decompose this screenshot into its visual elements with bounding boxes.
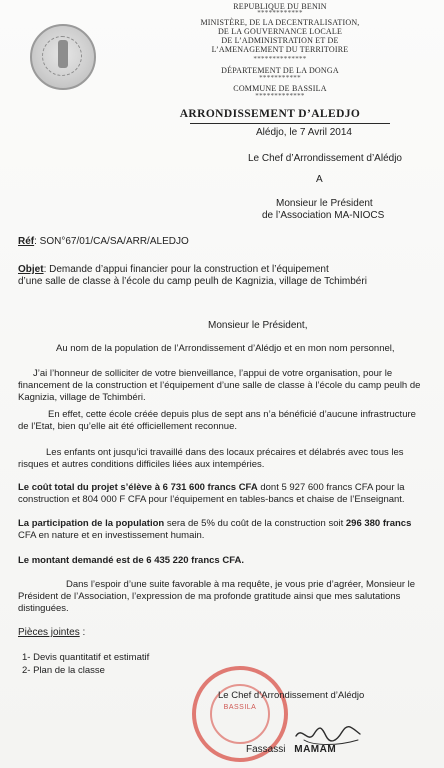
- paragraph-3-line-2: de l’Etat, bien qu’elle ait été officiellement reconnue.: [18, 421, 237, 432]
- to-word: A: [316, 174, 323, 185]
- attachments-label: Pièces jointes: [18, 627, 80, 638]
- header-commune: COMMUNE DE BASSILA: [233, 84, 327, 93]
- paragraph-5-line-1: [18, 482, 438, 494]
- paragraph-2-line-1: J’ai l’honneur de solliciter de votre bienveillance, l’appui de votre organisation, pour le: [33, 368, 393, 379]
- attachments-title: [18, 627, 85, 639]
- paragraph-8-line-2: Président de l’Association, l’expression de ma profonde gratitude ainsi que mes salutations: [18, 591, 401, 602]
- header-ministry-line-4: L’AMENAGEMENT DU TERRITOIRE: [211, 45, 349, 54]
- total-cost-rest: dont 5 927 600 francs CFA pour la: [257, 482, 405, 493]
- header-country: REPUBLIQUE DU BENIN: [233, 2, 327, 11]
- header-department: DÉPARTEMENT DE LA DONGA: [221, 66, 339, 75]
- signature-title: Le Chef d’Arrondissement d’Alédjo: [218, 690, 365, 701]
- recipient-line-1: Monsieur le Président: [276, 198, 373, 209]
- salutation: Monsieur le Président,: [208, 320, 308, 331]
- requested-amount: Le montant demandé est de 6 435 220 francs CFA.: [18, 555, 244, 566]
- header-stars-4: *************: [255, 92, 305, 100]
- recipient-line-2: de l’Association MA-NIOCS: [262, 210, 385, 221]
- objet-label: Objet: [18, 264, 44, 275]
- header-stars-3: ***********: [259, 74, 301, 82]
- reference: [18, 236, 189, 248]
- participation-mid: sera de 5% du coût de la construction soit: [164, 518, 346, 529]
- participation-bold: La participation de la population: [18, 518, 165, 529]
- total-cost-bold: Le coût total du projet s’élève à 6 731 600 francs CFA: [18, 482, 258, 493]
- header-ministry-line-1: MINISTÈRE, DE LA DECENTRALISATION,: [200, 18, 360, 27]
- arrondissement-title: ARRONDISSEMENT D’ALEDJO: [179, 108, 361, 120]
- header-stars-1: ************: [257, 9, 303, 17]
- stamp-text: BASSILA: [223, 704, 257, 711]
- sender-line: Le Chef d’Arrondissement d’Alédjo: [248, 153, 402, 164]
- header-ministry-line-3: DE L’ADMINISTRATION ET DE: [221, 36, 339, 45]
- paragraph-4-line-2: risques et autres conditions difficiles liées aux intempéries.: [18, 459, 265, 470]
- attachment-item-2: 2- Plan de la classe: [22, 665, 105, 676]
- paragraph-6-line-1: [18, 518, 438, 530]
- signatory-first-name: Fassassi: [246, 744, 286, 755]
- paragraph-4-line-1: Les enfants ont jusqu’ici travaillé dans des locaux précaires et délabrés avec tous les: [46, 447, 404, 458]
- emblem-seal-icon: [30, 24, 96, 90]
- header-stars-2: **************: [253, 55, 307, 63]
- header-ministry-line-2: DE LA GOUVERNANCE LOCALE: [217, 27, 343, 36]
- paragraph-2-line-3: Kagnizia, village de Tchimbéri.: [18, 392, 146, 403]
- attachment-item-1: 1- Devis quantitatif et estimatif: [22, 652, 150, 663]
- paragraph-1: Au nom de la population de l’Arrondissement d’Alédjo et en mon nom personnel,: [56, 343, 395, 354]
- paragraph-2-line-2: financement de la construction et l’équipement d’une salle de classe à l’école du camp peulh de: [18, 380, 421, 391]
- paragraph-3-line-1: En effet, cette école créée depuis plus de sept ans n’a bénéficié d’aucune infrastructure: [48, 409, 416, 420]
- paragraph-5-line-2: construction et 804 000 F CFA pour l’équipement en tables-bancs et chaise de l’Enseignant.: [18, 494, 405, 505]
- place-date: Alédjo, le 7 Avril 2014: [256, 127, 352, 138]
- reference-value: : SON°67/01/CA/SA/ARR/ALEDJO: [34, 236, 189, 247]
- signatory-name: [246, 744, 426, 756]
- paragraph-8-line-3: distinguées.: [18, 603, 69, 614]
- signatory-last-name: MAMAM: [294, 744, 337, 755]
- title-underline: [190, 123, 390, 124]
- paragraph-8-line-1: Dans l’espoir d’une suite favorable à ma requête, je vous prie d’agréer, Monsieur le: [66, 579, 416, 590]
- objet-line-1: [18, 264, 428, 276]
- paragraph-6-line-2: CFA en nature et en investissement humain.: [18, 530, 205, 541]
- reference-label: Réf: [18, 236, 35, 247]
- objet-line-2: d’une salle de classe à l’école du camp peulh de Kagnizia, village de Tchimbéri: [18, 276, 367, 287]
- participation-amount: 296 380 francs: [345, 518, 412, 529]
- attachments-colon: :: [79, 627, 86, 638]
- objet-text-1: : Demande d’appui financier pour la construction et l’équipement: [43, 264, 329, 275]
